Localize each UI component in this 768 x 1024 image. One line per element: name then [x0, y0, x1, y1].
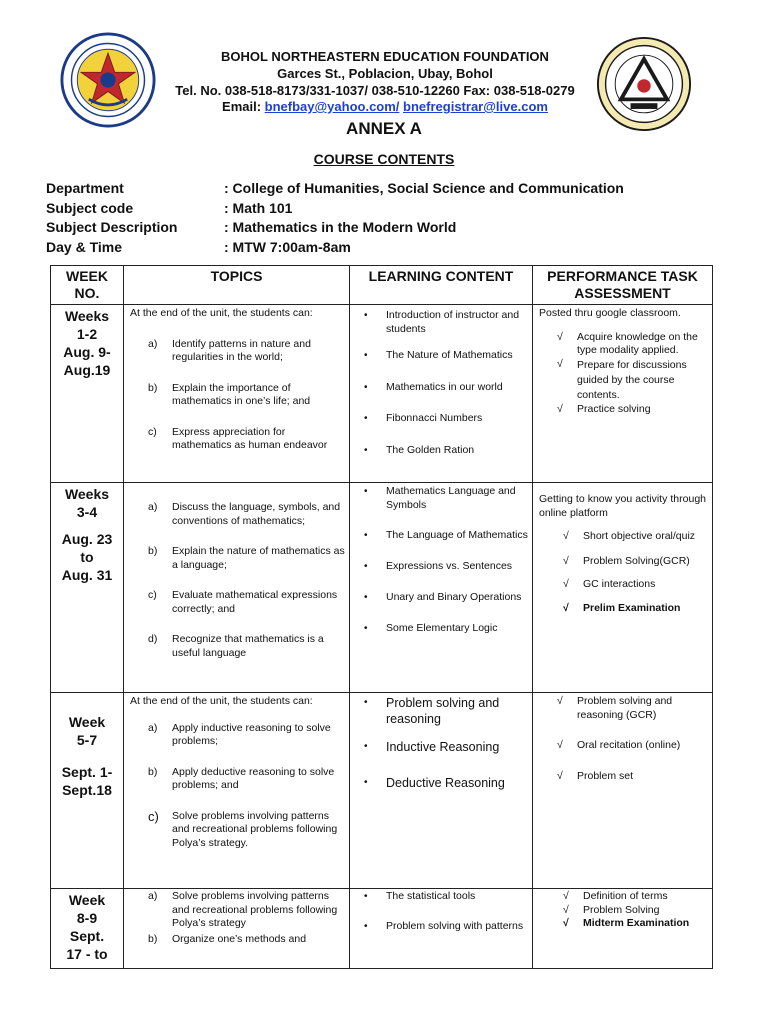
content-text: The Golden Ration: [386, 443, 475, 456]
week-line: Weeks: [64, 486, 110, 502]
topic-letter: b): [148, 381, 158, 394]
week-line: Aug. 9-: [63, 344, 111, 360]
perf-text: Definition of terms: [583, 890, 668, 902]
week-line: 1-2: [76, 326, 98, 342]
course-contents-title: COURSE CONTENTS: [313, 151, 455, 167]
header-week: WEEK NO.: [51, 266, 124, 305]
perf-item: [533, 904, 712, 918]
topic-item: [124, 589, 349, 616]
bullet-icon: •: [364, 777, 368, 788]
content-item: [350, 920, 532, 934]
content-item: [350, 349, 532, 363]
info-value: : College of Humanities, Social Science and Communication: [224, 180, 624, 196]
perf-text: Problem set: [577, 769, 634, 782]
perf-intro: Posted thru google classroom.: [539, 307, 681, 319]
course-info: [46, 180, 746, 258]
week-line: 3-4: [76, 504, 98, 520]
content-item: [350, 381, 532, 395]
content-item: [350, 695, 532, 727]
header-topics: TOPICS: [124, 266, 350, 305]
info-value: : Mathematics in the Modern World: [224, 219, 457, 235]
topic-text: Recognize that mathematics is a useful language: [172, 633, 324, 659]
content-item: [350, 622, 532, 636]
perf-item: [533, 770, 712, 784]
perf-text: Acquire knowledge on the type modality applied.: [577, 330, 698, 356]
org-name: BOHOL NORTHEASTERN EDUCATION FOUNDATION: [221, 49, 549, 64]
info-row: [46, 239, 746, 259]
perf-intro: Getting to know you activity through online platform: [539, 493, 706, 519]
perf-item: [533, 578, 712, 592]
topics-cell: [124, 889, 350, 969]
perf-item: [533, 331, 712, 358]
perf-item: [533, 555, 712, 569]
college-seal-logo: [60, 32, 156, 128]
bullet-icon: •: [364, 891, 368, 902]
week-line: Week: [68, 714, 106, 730]
content-text: Introduction of instructor and students: [386, 309, 520, 335]
check-icon: √: [557, 769, 563, 782]
perf-item: [533, 530, 712, 544]
bullet-icon: •: [364, 486, 368, 497]
topic-letter: a): [148, 337, 158, 350]
check-icon: √: [563, 578, 569, 590]
learning-content-cell: [350, 693, 533, 889]
content-text: Some Elementary Logic: [386, 621, 498, 634]
performance-task-cell: [533, 693, 713, 889]
info-value: : MTW 7:00am-8am: [224, 238, 351, 255]
topic-letter: c): [148, 589, 157, 601]
topics-cell: [124, 305, 350, 483]
week-cell: [51, 483, 124, 693]
check-icon: √: [557, 695, 563, 707]
perf-item: [533, 602, 712, 616]
week-line: Weeks: [64, 308, 110, 324]
topic-item: [124, 382, 349, 409]
org-address: Garces St., Poblacion, Ubay, Bohol: [277, 66, 493, 81]
week-line: Aug. 31: [61, 567, 113, 583]
topic-letter: b): [148, 765, 158, 778]
topics-intro: At the end of the unit, the students can:: [130, 307, 313, 319]
check-icon: √: [557, 357, 563, 370]
learning-content-cell: [350, 889, 533, 969]
check-icon: √: [563, 903, 569, 916]
org-email: [150, 99, 620, 114]
topic-text: Discuss the language, symbols, and conventions of mathematics;: [172, 501, 341, 527]
header-learning-content: LEARNING CONTENT: [350, 266, 533, 305]
topic-item: [124, 810, 349, 851]
week-line: 5-7: [76, 732, 98, 748]
week-line: Sept. 1-: [61, 764, 113, 780]
week-line: 8-9: [76, 910, 98, 926]
topic-letter: d): [148, 633, 158, 645]
topic-item: [124, 890, 349, 931]
topic-text: Express appreciation for mathematics as human endeavor: [172, 425, 328, 451]
table-header-row: [51, 266, 713, 305]
topic-letter: b): [148, 932, 158, 945]
content-text: Mathematics Language and Symbols: [386, 485, 516, 511]
check-icon: √: [563, 917, 569, 929]
topic-text: Evaluate mathematical expressions correctly; and: [172, 589, 338, 615]
bullet-icon: •: [364, 560, 368, 572]
topic-text: Organize one’s methods and: [172, 932, 307, 945]
org-telephone: Tel. No. 038-518-8173/331-1037/ 038-510-12260 Fax: 038-518-0279: [175, 83, 575, 98]
perf-item: [533, 890, 712, 904]
perf-text: Oral recitation (online): [577, 739, 681, 751]
topic-text: Explain the importance of mathematics in one’s life; and: [172, 381, 311, 407]
performance-task-cell: [533, 889, 713, 969]
learning-content-cell: [350, 483, 533, 693]
content-item: [350, 444, 532, 458]
topics-cell: [124, 483, 350, 693]
bullet-icon: •: [364, 592, 368, 603]
content-text: The Language of Mathematics: [386, 529, 528, 541]
check-icon: √: [557, 402, 563, 415]
perf-item: [533, 403, 712, 417]
perf-text: Problem Solving: [583, 903, 660, 916]
content-item: [350, 591, 532, 605]
letterhead: [0, 0, 768, 120]
perf-item: [533, 695, 712, 722]
perf-item: [533, 917, 712, 931]
week-cell: [51, 693, 124, 889]
topic-letter: c): [148, 425, 157, 438]
performance-task-cell: [533, 483, 713, 693]
bullet-icon: •: [364, 413, 368, 424]
info-label: Department: [46, 180, 124, 196]
check-icon: √: [557, 739, 563, 751]
perf-item: [533, 739, 712, 753]
topic-item: [124, 933, 349, 947]
perf-item: [533, 358, 712, 403]
topic-letter: c): [148, 808, 159, 824]
topic-letter: a): [148, 890, 158, 902]
learning-content-cell: [350, 305, 533, 483]
content-item: [350, 485, 532, 512]
info-label: Day & Time: [46, 238, 122, 255]
perf-text: Problem solving and reasoning (GCR): [577, 695, 673, 721]
topic-text: Identify patterns in nature and regularities in the world;: [172, 337, 311, 363]
info-row: [46, 219, 746, 239]
topic-text: Solve problems involving patterns and recreational problems following Polya’s strategy.: [172, 809, 338, 849]
content-item: [350, 412, 532, 426]
topic-letter: a): [148, 501, 158, 513]
content-item: [350, 775, 532, 791]
content-text: Fibonnacci Numbers: [386, 412, 483, 424]
perf-text: Midterm Examination: [583, 917, 690, 929]
content-text: The Nature of Mathematics: [386, 349, 513, 361]
topic-text: Solve problems involving patterns and recreational problems following Polya’s strategy: [172, 890, 338, 929]
perf-text: Prelim Examination: [583, 601, 681, 614]
table-row: [51, 483, 713, 693]
foundation-seal-logo: [596, 36, 692, 132]
course-contents-table: [50, 265, 713, 969]
topic-item: [124, 766, 349, 793]
week-line: Aug. 23: [61, 531, 113, 547]
topic-letter: b): [148, 545, 158, 557]
email-label: Email:: [222, 99, 265, 114]
content-item: [350, 890, 532, 904]
topic-item: [124, 501, 349, 528]
week-line: Aug.19: [63, 362, 111, 378]
topic-letter: a): [148, 721, 158, 734]
content-item: [350, 529, 532, 543]
content-text: Problem solving with patterns: [386, 919, 524, 932]
topic-item: [124, 722, 349, 749]
content-text: Deductive Reasoning: [386, 776, 505, 790]
topic-item: [124, 338, 349, 365]
content-text: The statistical tools: [386, 890, 476, 902]
topic-item: [124, 545, 349, 572]
email-link-2[interactable]: bnefregistrar@live.com: [403, 99, 548, 114]
content-item: [350, 560, 532, 574]
email-link-1[interactable]: bnefbay@yahoo.com/: [264, 99, 400, 114]
content-text: Mathematics in our world: [386, 380, 503, 393]
topic-item: [124, 426, 349, 453]
info-row: [46, 200, 746, 220]
week-line: Week: [68, 892, 106, 908]
bullet-icon: •: [364, 622, 368, 634]
content-text: Problem solving and reasoning: [386, 696, 500, 726]
week-cell: [51, 889, 124, 969]
performance-task-cell: [533, 305, 713, 483]
topics-intro: At the end of the unit, the students can:: [130, 695, 313, 707]
week-line: Sept.: [69, 928, 105, 944]
content-item: [350, 739, 532, 755]
info-label: Subject code: [46, 199, 134, 216]
bullet-icon: •: [364, 741, 368, 752]
check-icon: √: [563, 530, 569, 542]
bullet-icon: •: [364, 444, 368, 456]
week-line: to: [80, 549, 94, 565]
topic-text: Apply inductive reasoning to solve problems;: [172, 721, 331, 747]
week-cell: [51, 305, 124, 483]
info-value: : Math 101: [224, 199, 293, 216]
perf-text: Prepare for discussions guided by the course contents.: [577, 358, 687, 401]
week-line: Sept.18: [62, 782, 112, 798]
info-row: [46, 180, 746, 200]
annex-title: ANNEX A: [346, 119, 422, 138]
topic-text: Explain the nature of mathematics as a language;: [172, 545, 345, 571]
table-row: [51, 889, 713, 969]
content-item: [350, 309, 532, 336]
perf-text: Problem Solving(GCR): [583, 554, 690, 567]
bullet-icon: •: [364, 310, 368, 321]
info-label: Subject Description: [46, 219, 178, 235]
check-icon: √: [563, 890, 569, 902]
content-text: Expressions vs. Sentences: [386, 559, 513, 572]
bullet-icon: •: [364, 381, 368, 393]
check-icon: √: [557, 330, 563, 343]
table-row: [51, 693, 713, 889]
table-row: [51, 305, 713, 483]
bullet-icon: •: [364, 350, 368, 361]
perf-text: GC interactions: [583, 578, 656, 590]
perf-text: Short objective oral/quiz: [583, 530, 696, 542]
content-text: Inductive Reasoning: [386, 740, 500, 754]
topics-cell: [124, 693, 350, 889]
content-text: Unary and Binary Operations: [386, 591, 522, 603]
topic-text: Apply deductive reasoning to solve problems; and: [172, 765, 335, 791]
bullet-icon: •: [364, 920, 368, 932]
bullet-icon: •: [364, 697, 368, 708]
check-icon: √: [563, 601, 569, 614]
topic-item: [124, 633, 349, 660]
header-performance-task: PERFORMANCE TASK ASSESSMENT: [533, 266, 713, 305]
perf-text: Practice solving: [577, 402, 651, 415]
week-line: 17 - to: [66, 946, 108, 962]
bullet-icon: •: [364, 530, 368, 541]
check-icon: √: [563, 554, 569, 567]
